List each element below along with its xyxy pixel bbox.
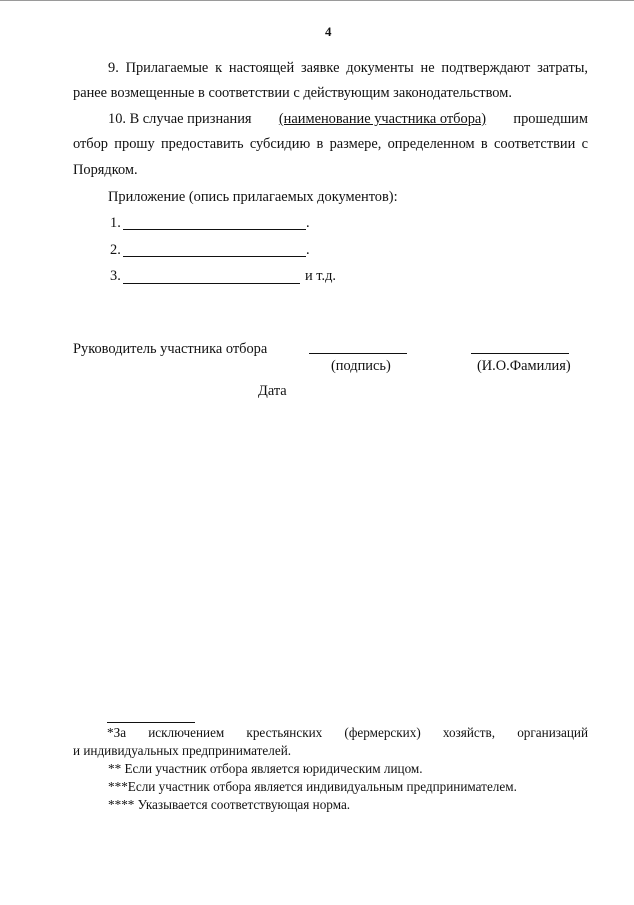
attachment-item-2-end: . (306, 242, 310, 258)
footnote-2: ** Если участник отбора является юридическим лицом. (108, 761, 423, 776)
date-label: Дата (258, 383, 287, 399)
attachment-item-3-number: 3. (110, 268, 121, 284)
para10-suffix: прошедшим (513, 111, 588, 127)
para9-line1: 9. Прилагаемые к настоящей заявке документы не подтверждают затраты, (108, 60, 588, 76)
para10-line3: Порядком. (73, 162, 138, 178)
footnote-3: ***Если участник отбора является индивидуальным предпринимателем. (108, 779, 517, 794)
para10-line1 (108, 109, 588, 129)
para10-participant-placeholder: (наименование участника отбора) (278, 111, 487, 127)
signature-line (309, 353, 407, 354)
attachment-item-3-end: и т.д. (305, 268, 337, 284)
scan-edge-line (0, 0, 634, 1)
footnote-separator (107, 722, 195, 723)
attachment-item-3-line (123, 283, 300, 284)
attachment-item-2-line (123, 256, 306, 257)
name-line (471, 353, 569, 354)
page-number: 4 (325, 24, 332, 39)
name-caption: (И.О.Фамилия) (477, 358, 571, 374)
para10-prefix: 10. В случае признания (108, 111, 252, 127)
attachment-item-1-line (123, 229, 306, 230)
attachment-item-1-number: 1. (110, 215, 121, 231)
attachment-item-2-number: 2. (110, 242, 121, 258)
footnote-4: **** Указывается соответствующая норма. (108, 797, 351, 812)
footnote-1-line1: *За исключением крестьянских (фермерских) хозяйств, организаций (107, 725, 588, 740)
signature-caption: (подпись) (331, 358, 391, 374)
para9-line2: ранее возмещенные в соответствии с действующим законодательством. (73, 85, 512, 101)
footnote-1-line2: и индивидуальных предпринимателей. (73, 743, 292, 758)
attachment-heading: Приложение (опись прилагаемых документов): (108, 189, 398, 205)
attachment-item-1-end: . (306, 215, 310, 231)
para10-line2: отбор прошу предоставить субсидию в размере, определенном в соответствии с (73, 136, 588, 152)
signature-role: Руководитель участника отбора (73, 341, 268, 357)
